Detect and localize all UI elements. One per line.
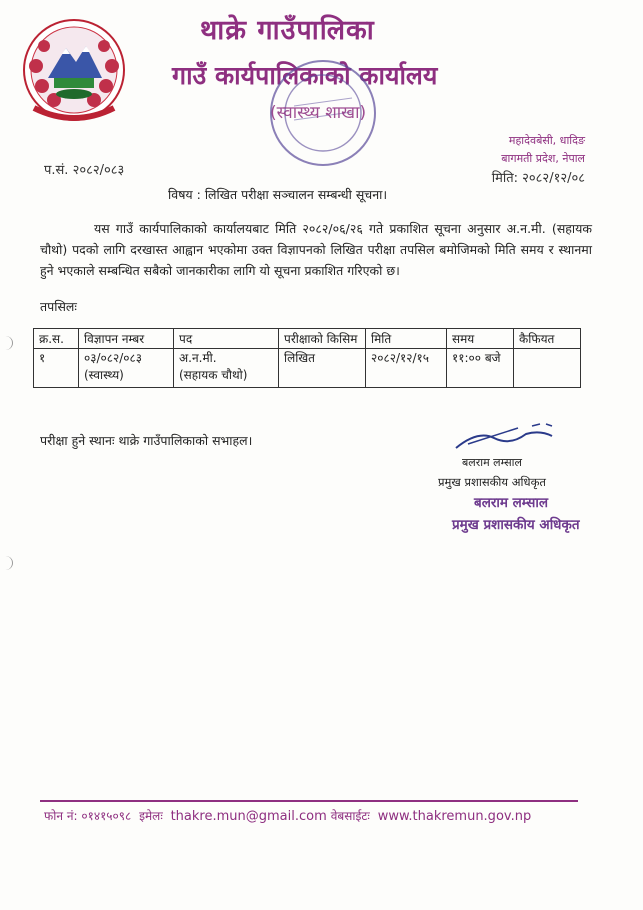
- col-header-sn: क्र.स.: [34, 329, 79, 349]
- cell-post: [174, 349, 279, 388]
- exam-schedule-table: [33, 328, 581, 388]
- footer-phone: फोन नं: ०१४१५०९८: [44, 809, 132, 823]
- col-header-post: पद: [174, 329, 279, 349]
- footer-email-label: इमेलः: [139, 809, 163, 823]
- stamp-name: बलराम लम्साल: [474, 495, 548, 511]
- notice-body-text: यस गाउँ कार्यपालिकाको कार्यालयबाट मिति २०८२/०६/२६ गते प्रकाशित सूचना अनुसार अ.न.मी. (सहायक चौथो) पदको लागि दरखास्त आह्वान भएकोमा उक्त विज्ञापनको लिखित परीक्षा तपसिल बमोजिमको मिति समय र स्थानमा हुने भएकाले सम्बन्धित सबैको जानकारीका लागि यो सूचना प्रकाशित गरिएको छ।: [40, 221, 592, 278]
- col-header-remarks: कैफियत: [514, 329, 581, 349]
- reference-number: प.सं. २०८२/०८३: [44, 163, 125, 178]
- cell-exam-type: लिखित: [279, 349, 366, 388]
- footer-website[interactable]: www.thakremun.gov.np: [377, 809, 532, 824]
- footer-contact: [44, 807, 535, 824]
- exam-venue: परीक्षा हुने स्थानः थाक्रे गाउँपालिकाको सभाहल।: [40, 433, 253, 448]
- col-header-exam-type: परीक्षाको किसिम: [279, 329, 366, 349]
- letter-subject: विषय : लिखित परीक्षा सञ्चालन सम्बन्धी सूचना।: [168, 187, 388, 202]
- schedule-label: तपसिलः: [40, 299, 77, 314]
- punch-hole-mark-bottom: [0, 556, 13, 570]
- col-header-adv-no: विज्ञापन नम्बर: [79, 329, 174, 349]
- signatory-name: बलराम लम्साल: [462, 456, 522, 469]
- cell-date: २०८२/१२/१५: [366, 349, 447, 388]
- adv-category: (स्वास्थ्य): [84, 368, 124, 382]
- cell-time: ११:०० बजे: [447, 349, 514, 388]
- post-name: अ.न.मी.: [179, 351, 217, 365]
- org-name-heading: थाक्रे गाउँपालिका: [200, 15, 375, 46]
- col-header-date: मिति: [366, 329, 447, 349]
- footer-email[interactable]: thakre.mun@gmail.com: [170, 809, 327, 824]
- cell-sn: १: [34, 349, 79, 388]
- office-address: [501, 132, 585, 168]
- table-row: [34, 349, 581, 388]
- punch-hole-mark-top: [0, 336, 13, 350]
- post-level: (सहायक चौथो): [179, 368, 248, 382]
- stamp-post: प्रमुख प्रशासकीय अधिकृत: [452, 517, 580, 533]
- cell-adv-no: [79, 349, 174, 388]
- office-name-heading: गाउँ कार्यपालिकाको कार्यालय: [172, 61, 438, 90]
- footer-divider: [40, 800, 578, 802]
- adv-number: ०३/०८२/०८३: [84, 351, 143, 365]
- address-line-1: महादेवबेसी, धादिङ: [508, 134, 585, 147]
- handwritten-signature: [448, 420, 568, 454]
- footer-website-label: वेबसाईटः: [330, 809, 370, 823]
- letter-date: मिति: २०८२/१२/०८: [491, 171, 585, 186]
- col-header-time: समय: [447, 329, 514, 349]
- table-header-row: [34, 329, 581, 349]
- address-line-2: बागमती प्रदेश, नेपाल: [501, 152, 585, 165]
- cell-remarks: [514, 349, 581, 388]
- signatory-post: प्रमुख प्रशासकीय अधिकृत: [438, 475, 546, 489]
- department-subheading: (स्वास्थ्य शाखा): [270, 103, 367, 123]
- municipality-emblem-logo: [14, 16, 134, 124]
